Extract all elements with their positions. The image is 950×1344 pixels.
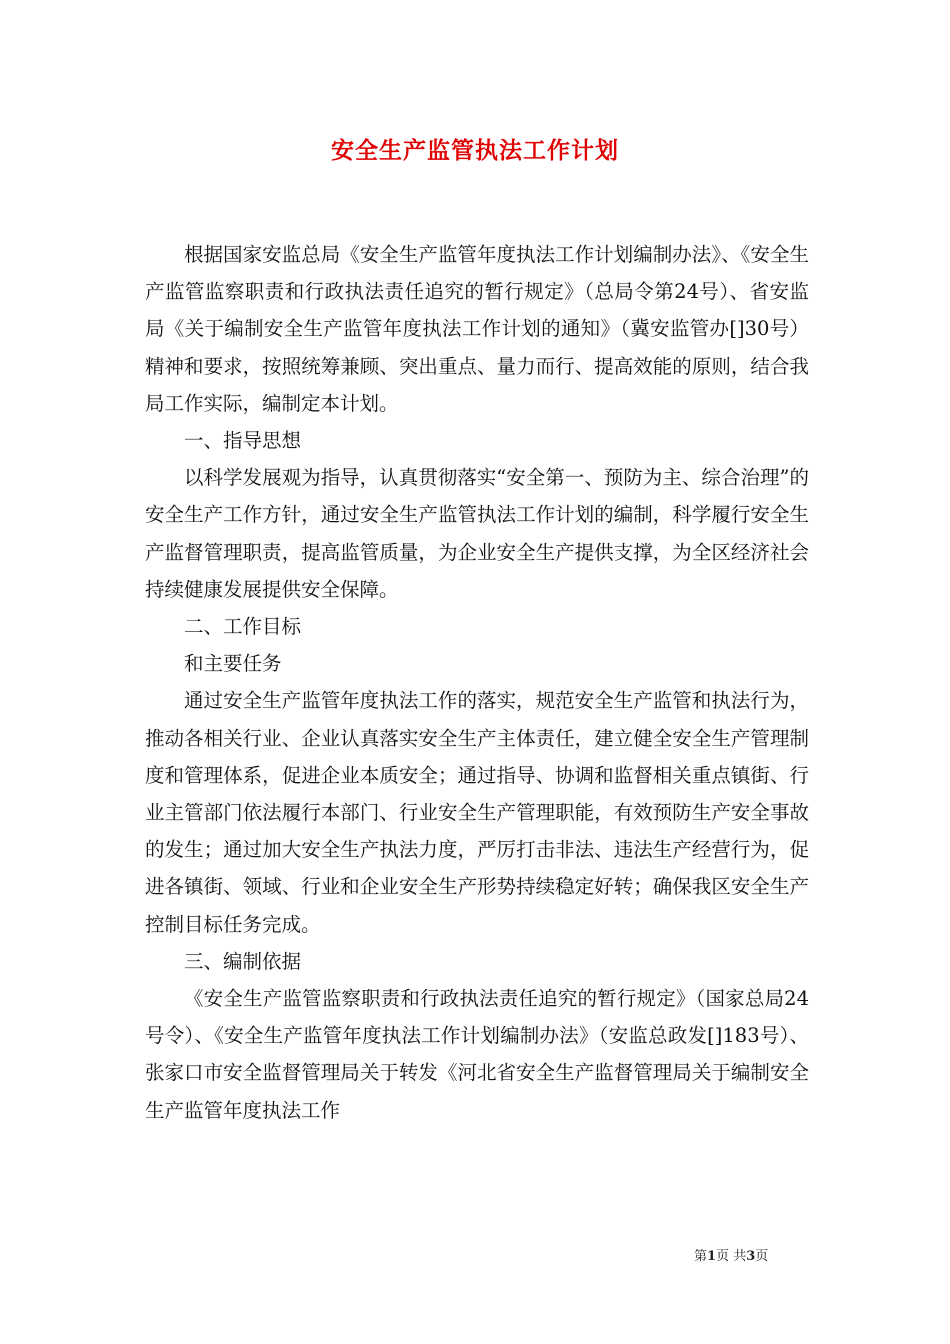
intro-paragraph: 根据国家安监总局《安全生产监管年度执法工作计划编制办法》、《安全生产监管监察职责和行政执法责任追究的暂行规定》（总局令第24号）、省安监局《关于编制安全生产监管年度执法工作计划的通知》（冀安监管办[]30号）精神和要求，按照统筹兼顾、突出重点、量力而行、提高效能的原则，结合我局工作实际，编制定本计划。 [145,243,809,415]
section-heading-basis: 三、编制依据 [184,949,302,973]
document-title: 安全生产监管执法工作计划 [331,137,619,164]
page-number-prefix: 第 [694,1249,708,1264]
section-heading-main-tasks: 和主要任务 [184,652,282,676]
section-heading-guiding-thought: 一、指导思想 [184,429,302,453]
page-number-current: 1 [707,1249,717,1264]
work-goals-paragraph: 通过安全生产监管年度执法工作的落实，规范安全生产监管和执法行为，推动各相关行业、企业认真落实安全生产主体责任，建立健全安全生产管理制度和管理体系，促进企业本质安全；通过指导、协调和监督相关重点镇街、行业主管部门依法履行本部门、行业安全生产管理职能，有效预防生产安全事故的发生；通过加大安全生产执法力度，严厉打击非法、违法生产经营行为，促进各镇街、领域、行业和企业安全生产形势持续稳定好转；确保我区安全生产控制目标任务完成。 [145,689,809,936]
section-heading-work-goals: 二、工作目标 [184,615,302,639]
document-body [145,236,809,1129]
page-number [694,1245,768,1264]
basis-paragraph: 《安全生产监管监察职责和行政执法责任追究的暂行规定》（国家总局24号令）、《安全生产监管年度执法工作计划编制办法》（安监总政发[]183号）、张家口市安全监督管理局关于转发《河北省安全生产监督管理局关于编制安全生产监管年度执法工作 [145,987,809,1122]
page-number-suffix: 页 [755,1249,769,1264]
guiding-thought-paragraph: 以科学发展观为指导，认真贯彻落实“安全第一、预防为主、综合治理”的安全生产工作方针，通过安全生产监管执法工作计划的编制，科学履行安全生产监督管理职责，提高监管质量，为企业安全生产提供支撑，为全区经济社会持续健康发展提供安全保障。 [145,466,809,601]
page-number-total: 3 [746,1249,756,1264]
page-number-middle: 页 共 [716,1249,747,1264]
